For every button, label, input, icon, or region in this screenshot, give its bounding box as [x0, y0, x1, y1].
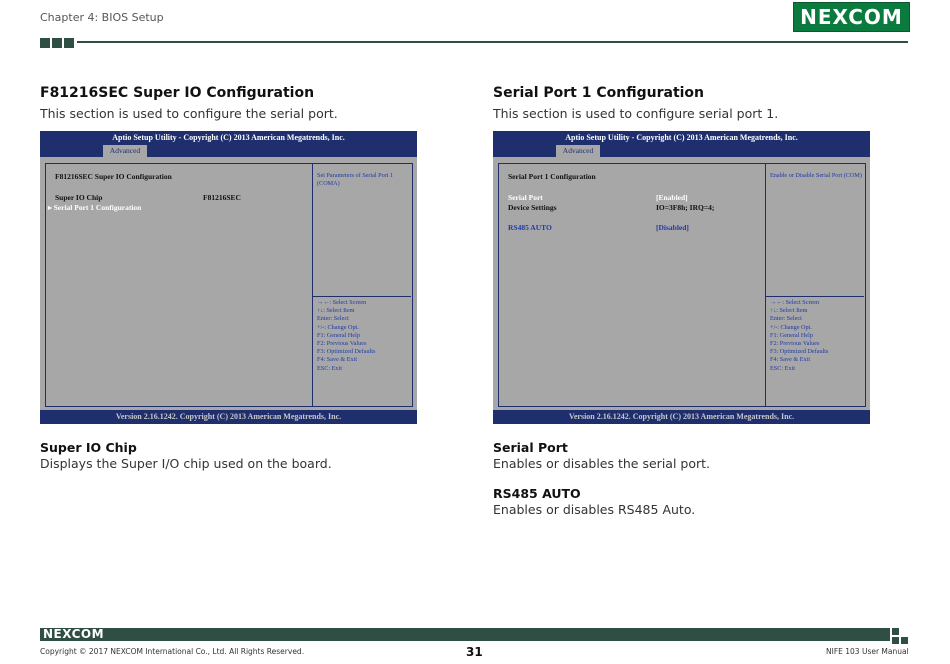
right-section-title: Serial Port 1 Configuration [493, 85, 705, 101]
bios-tab-advanced: Advanced [556, 145, 600, 157]
bios-row-label: Device Settings [508, 203, 557, 212]
right-item-title: RS485 AUTO [493, 486, 581, 501]
bios-tab-advanced: Advanced [103, 145, 147, 157]
bios-heading: Serial Port 1 Configuration [508, 172, 596, 181]
bios-key-legend: →←: Select Screen ↑↓: Select Item Enter: Select +/-: Change Opt. F1: General Help F2: Previous Values F3: Optimized Defaults F4: Save & Exit ESC: Exit [317, 299, 376, 372]
bios-version-bar: Version 2.16.1242. Copyright (C) 2013 American Megatrends, Inc. [40, 410, 417, 424]
bios-help-text: Enable or Disable Serial Port (COM) [770, 172, 862, 179]
bios-row-label: Super IO Chip [55, 193, 103, 202]
right-bios-screenshot [493, 131, 870, 424]
bios-row-label: RS485 AUTO [508, 223, 552, 232]
bios-row-value: IO=3F8h; IRQ=4; [656, 203, 715, 212]
nexcom-logo: NEXCOM [793, 2, 910, 32]
chapter-label: Chapter 4: BIOS Setup [40, 11, 164, 24]
manual-title: NIFE 103 User Manual [826, 647, 909, 656]
right-item-desc: Enables or disables RS485 Auto. [493, 502, 696, 517]
page-number: 31 [466, 645, 483, 659]
bios-row-label: Serial Port [508, 193, 543, 202]
copyright-text: Copyright © 2017 NEXCOM International Co., Ltd. All Rights Reserved. [40, 647, 305, 656]
left-bios-screenshot [40, 131, 417, 424]
bios-help-text: Set Parameters of Serial Port 1 (COMA) [317, 172, 394, 187]
bios-title-bar: Aptio Setup Utility - Copyright (C) 2013 American Megatrends, Inc. [493, 131, 870, 145]
bios-title-bar: Aptio Setup Utility - Copyright (C) 2013 American Megatrends, Inc. [40, 131, 417, 145]
bios-row-label: ▸ Serial Port 1 Configuration [48, 203, 142, 212]
left-item-title: Super IO Chip [40, 440, 137, 455]
bios-key-legend: →←: Select Screen ↑↓: Select Item Enter: Select +/-: Change Opt. F1: General Help F2: Previous Values F3: Optimized Defaults F4: Save & Exit ESC: Exit [770, 299, 829, 372]
right-item-desc: Enables or disables the serial port. [493, 456, 710, 471]
bios-heading: F81216SEC Super IO Configuration [55, 172, 172, 181]
footer-squares [892, 628, 908, 644]
right-section-desc: This section is used to configure serial port 1. [493, 106, 779, 121]
bios-row-value: [Enabled] [656, 193, 688, 202]
footer-logo: NEXCOM [43, 627, 105, 641]
header-rule [77, 41, 908, 43]
header-blocks [40, 38, 74, 48]
footer-bar [40, 628, 890, 641]
bios-row-value: F81216SEC [203, 193, 241, 202]
bios-row-value: [Disabled] [656, 223, 689, 232]
right-item-title: Serial Port [493, 440, 568, 455]
bios-version-bar: Version 2.16.1242. Copyright (C) 2013 American Megatrends, Inc. [493, 410, 870, 424]
left-section-title: F81216SEC Super IO Configuration [40, 85, 315, 101]
left-section-desc: This section is used to configure the serial port. [40, 106, 338, 121]
left-item-desc: Displays the Super I/O chip used on the board. [40, 456, 332, 471]
